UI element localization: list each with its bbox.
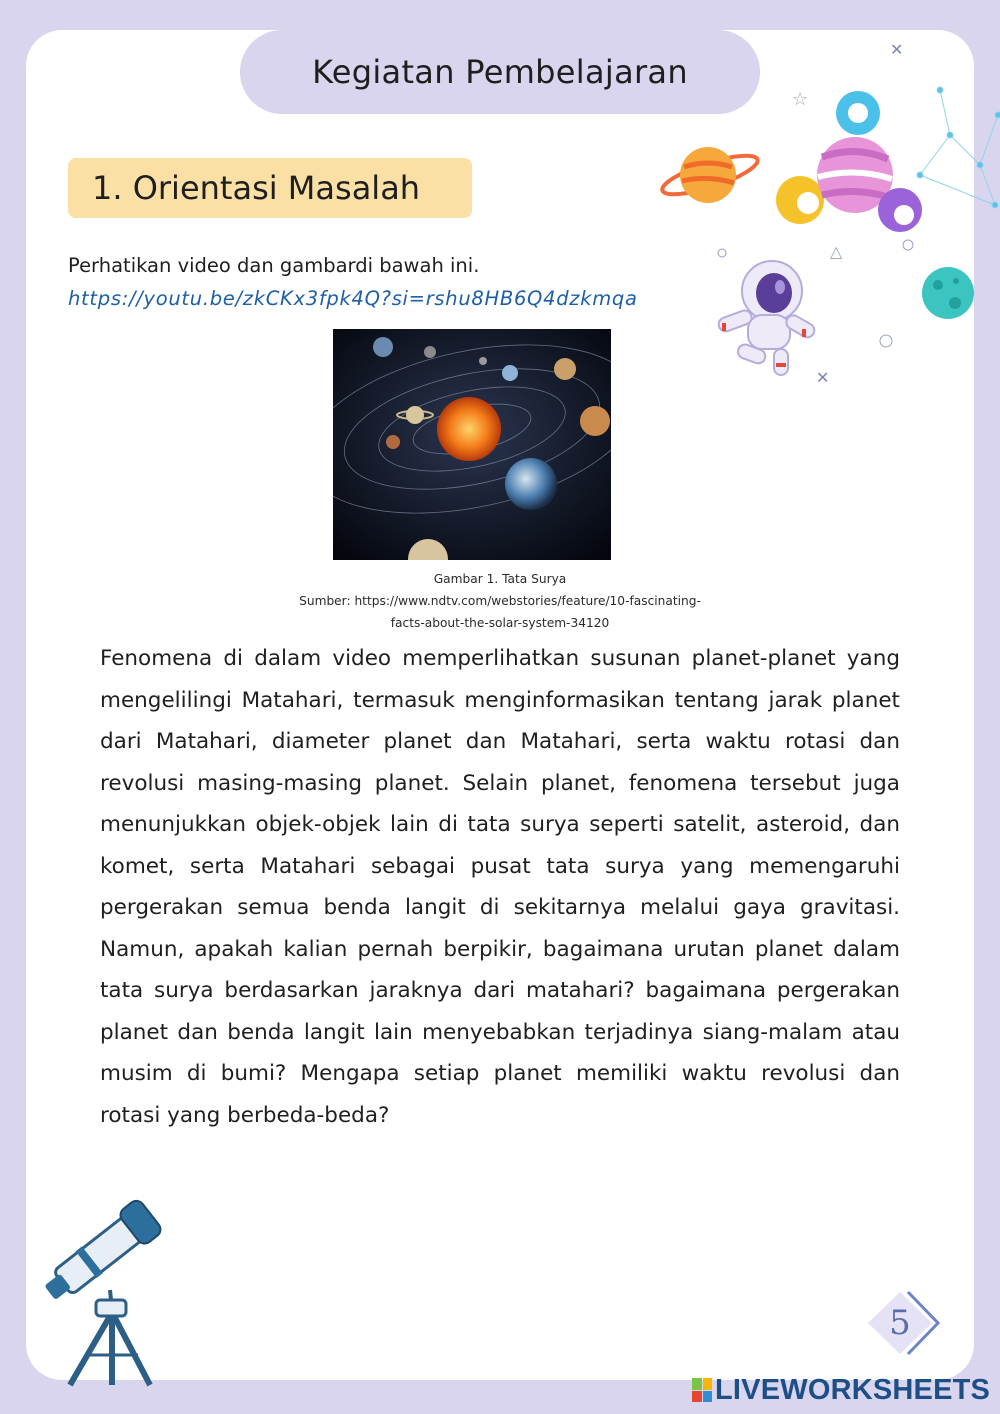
page-number: 5	[889, 1303, 911, 1343]
svg-text:✕: ✕	[890, 40, 904, 59]
brand-watermark	[692, 1370, 990, 1410]
svg-text:✕: ✕	[816, 368, 830, 387]
telescope-icon	[40, 1190, 170, 1390]
page-header	[240, 30, 760, 114]
brand-name: LIVEWORKSHEETS	[715, 1373, 991, 1406]
svg-text:△: △	[830, 242, 843, 261]
section-title: 1. Orientasi Masalah	[92, 169, 421, 207]
page-number-badge	[866, 1288, 940, 1358]
svg-text:☆: ☆	[792, 89, 809, 110]
video-link[interactable]: https://youtu.be/zkCKx3fpk4Q?si=rshu8HB6Q4dzkmqa	[68, 287, 638, 310]
instruction-text: Perhatikan video dan gambardi bawah ini.	[68, 254, 480, 277]
section-heading	[68, 158, 472, 218]
brand-logo-icon	[692, 1378, 712, 1402]
figure-caption: Gambar 1. Tata Surya	[433, 572, 567, 586]
page-title: Kegiatan Pembelajaran	[312, 53, 688, 91]
figure-source: Sumber: https://www.ndtv.com/webstories/feature/10-fascinating-	[299, 594, 701, 608]
solar-system-image	[333, 329, 611, 560]
figure-source-continued: facts-about-the-solar-system-34120	[390, 616, 610, 630]
body-paragraph: Fenomena di dalam video memperlihatkan susunan planet-planet yang mengelilingi Matahari, termasuk menginformasikan tentang jarak planet dari Matahari, diameter planet dan Matahari, serta waktu rotasi dan revolusi masing-masing planet. Selain planet, fenomena tersebut juga menunjukkan objek-objek lain di tata surya seperti satelit, asteroid, dan komet, serta Matahari sebagai pusat tata surya yang memengaruhi pergerakan semua benda langit di sekitarnya melalui gaya gravitasi. Namun, apakah kalian pernah berpikir, bagaimana urutan planet dalam tata surya berdasarkan jaraknya dari matahari? bagaimana pergerakan planet dan benda langit lain menyebabkan terjadinya siang-malam atau musim di bumi? Mengapa setiap planet memiliki waktu revolusi dan rotasi yang berbeda-beda?	[100, 646, 900, 1128]
